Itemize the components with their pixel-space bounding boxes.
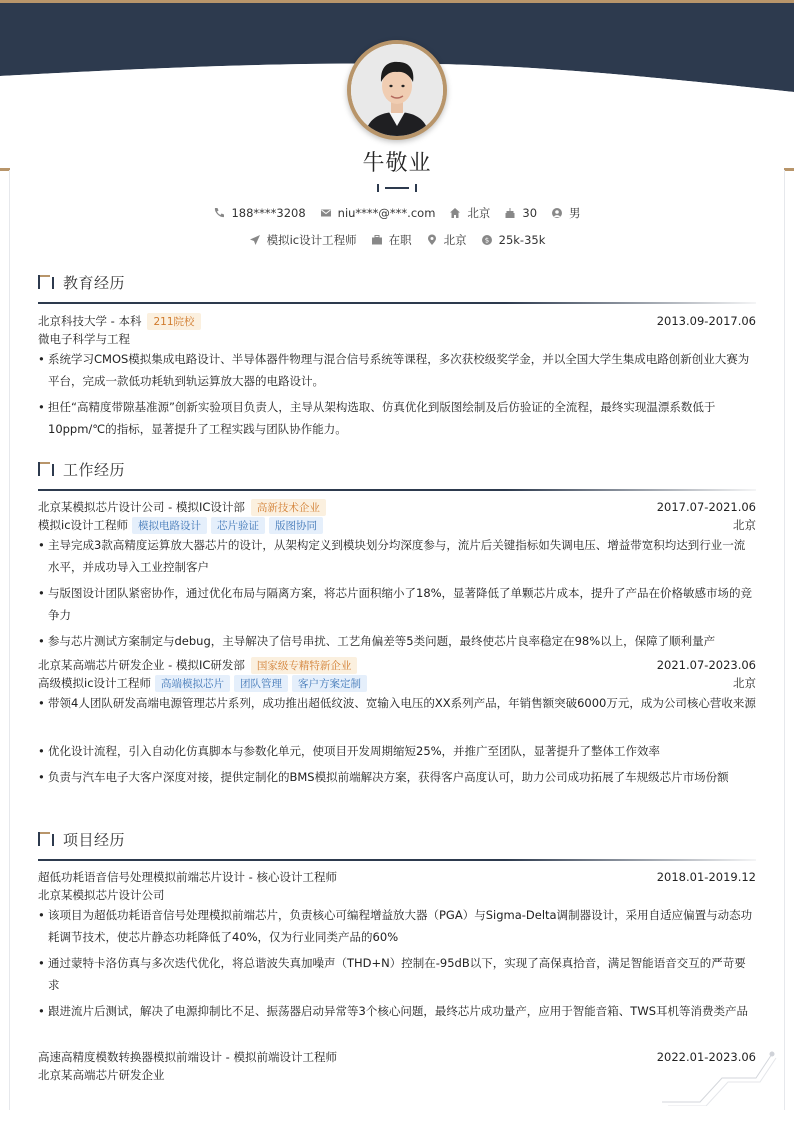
education-date: 2013.09-2017.06 <box>656 314 756 328</box>
education-header <box>38 312 756 330</box>
project-org-row <box>38 886 756 904</box>
skill-tag: 版图协同 <box>269 517 323 534</box>
job-position-row <box>38 674 756 692</box>
section-mark-icon <box>38 462 56 476</box>
contact-row <box>0 205 794 221</box>
job-bullet: • 与版图设计团队紧密协作，通过优化布局与隔离方案，将芯片面积缩小了18%，显著降低了单颗芯片成本，提升了产品在价格敏感市场的竞争力 <box>38 582 756 626</box>
salary-text: 25k-35k <box>498 233 546 247</box>
right-border-line <box>784 170 785 1110</box>
job-city: 北京 <box>733 518 756 532</box>
school-name: 北京科技大学 - 本科 <box>38 314 142 328</box>
school-tag: 211院校 <box>147 313 200 330</box>
position-item <box>249 232 357 248</box>
skill-tag: 芯片验证 <box>211 517 265 534</box>
projects-title: 项目经历 <box>63 830 126 849</box>
position-text: 模拟ic设计工程师 <box>266 233 357 247</box>
company-tag: 国家级专精特新企业 <box>251 657 358 674</box>
avatar <box>347 40 447 140</box>
job-position: 模拟ic设计工程师 <box>38 518 129 532</box>
education-bullet: • 担任“高精度带隙基准源”创新实验项目负责人，主导从架构选取、仿真优化到版图绘制及后仿验证的全流程，最终实现温漂系数低于10ppm/℃的指标，显著提升了工程实践与团队协作能力。 <box>38 396 756 440</box>
company-name: 北京某模拟芯片设计公司 - 模拟IC设计部 <box>38 500 245 514</box>
job-header <box>38 498 756 516</box>
skill-tag: 高端模拟芯片 <box>155 675 230 692</box>
phone-item <box>213 206 305 220</box>
section-mark-icon <box>38 832 56 846</box>
email-text: niu****@***.com <box>337 206 436 220</box>
project-date: 2022.01-2023.06 <box>656 1050 756 1064</box>
salary-icon <box>481 234 493 246</box>
skill-tag: 客户方案定制 <box>292 675 367 692</box>
job-position-row <box>38 516 756 534</box>
location-icon <box>426 234 438 246</box>
education-section-title <box>38 270 756 294</box>
job-date: 2021.07-2023.06 <box>656 658 756 672</box>
mail-icon <box>320 207 332 219</box>
job-position: 高级模拟ic设计工程师 <box>38 676 152 690</box>
section-underline <box>38 859 756 861</box>
project-bullet: • 通过蒙特卡洛仿真与多次迭代优化，将总谐波失真加噪声（THD+N）控制在-95dB以下，实现了高保真拾音，满足智能语音交互的严苛要求 <box>38 952 756 996</box>
project-name: 超低功耗语音信号处理模拟前端芯片设计 - 核心设计工程师 <box>38 870 337 884</box>
job-bullet: • 带领4人团队研发高端电源管理芯片系列，成功推出超低纹波、宽输入电压的XX系列产品，年销售额突破6000万元，成为公司核心营收来源 <box>38 692 756 714</box>
project-bullet: • 跟进流片后测试，解决了电源抑制比不足、振荡器启动异常等3个核心问题，最终芯片成功量产，应用于智能音箱、TWS耳机等消费类产品 <box>38 1000 756 1022</box>
education-major-row <box>38 330 756 348</box>
company-tag: 高新技术企业 <box>251 499 326 516</box>
status-item <box>371 232 412 248</box>
home-icon <box>449 207 461 219</box>
candidate-name: 牛敬业 <box>362 151 432 176</box>
job-intent-row <box>0 232 794 248</box>
salary-item <box>481 233 546 247</box>
job-city: 北京 <box>733 676 756 690</box>
gender-item <box>551 205 581 221</box>
section-mark-icon <box>38 275 56 289</box>
section-underline <box>38 489 756 491</box>
phone-text: 188****3208 <box>231 206 306 220</box>
skill-tag: 团队管理 <box>234 675 288 692</box>
education-bullet: • 系统学习CMOS模拟集成电路设计、半导体器件物理与混合信号系统等课程，多次获校级奖学金，并以全国大学生集成电路创新创业大赛为平台，完成一款低功耗轨到轨运算放大器的电路设计。 <box>38 348 756 392</box>
projects-section-title <box>38 827 756 851</box>
age-text: 30 <box>522 206 538 220</box>
gender-text: 男 <box>569 206 581 220</box>
home-item <box>449 205 490 221</box>
job-header <box>38 656 756 674</box>
work-title: 工作经历 <box>63 460 126 479</box>
briefcase-icon <box>371 234 383 246</box>
education-title: 教育经历 <box>63 273 126 292</box>
age-item <box>504 206 537 220</box>
project-date: 2018.01-2019.12 <box>656 870 756 884</box>
email-item <box>320 206 436 220</box>
name-divider <box>377 184 417 192</box>
section-underline <box>38 302 756 304</box>
status-text: 在职 <box>388 233 412 247</box>
job-bullet: • 负责与汽车电子大客户深度对接，提供定制化的BMS模拟前端解决方案，获得客户高度认可，助力公司成功拓展了车规级芯片市场份额 <box>38 766 756 788</box>
project-org: 北京某高端芯片研发企业 <box>38 1068 165 1082</box>
work-section-title <box>38 457 756 481</box>
city-item <box>426 232 467 248</box>
send-icon <box>249 234 261 246</box>
job-date: 2017.07-2021.06 <box>656 500 756 514</box>
company-name: 北京某高端芯片研发企业 - 模拟IC研发部 <box>38 658 245 672</box>
home-text: 北京 <box>467 206 491 220</box>
project-header <box>38 868 756 886</box>
major: 微电子科学与工程 <box>38 332 130 346</box>
job-bullet: • 参与芯片测试方案制定与debug，主导解决了信号串扰、工艺角偏差等5类问题，最终使芯片良率稳定在98%以上，保障了顺利量产 <box>38 630 756 652</box>
job-bullet: • 优化设计流程，引入自动化仿真脚本与参数化单元，使项目开发周期缩短25%，并推广至团队，显著提升了整体工作效率 <box>38 740 756 762</box>
job-bullet: • 主导完成3款高精度运算放大器芯片的设计，从架构定义到模块划分均深度参与，流片后关键指标如失调电压、增益带宽积均达到行业一流水平，并成功导入工业控制客户 <box>38 534 756 578</box>
project-name: 高速高精度模数转换器模拟前端设计 - 模拟前端设计工程师 <box>38 1050 337 1064</box>
skill-tag: 模拟电路设计 <box>132 517 207 534</box>
cake-icon <box>504 207 516 219</box>
project-org: 北京某模拟芯片设计公司 <box>38 888 165 902</box>
project-org-row <box>38 1066 756 1084</box>
corner-decoration <box>660 1048 778 1106</box>
gender-icon <box>551 207 563 219</box>
left-border-line <box>9 170 10 1110</box>
project-bullet: • 该项目为超低功耗语音信号处理模拟前端芯片，负责核心可编程增益放大器（PGA）与Sigma-Delta调制器设计，采用自适应偏置与动态功耗调节技术，使芯片静态功耗降低了40%，仅为行业同类产品的60% <box>38 904 756 948</box>
city-text: 北京 <box>443 233 467 247</box>
project-header <box>38 1048 756 1066</box>
svg-text:$: $ <box>484 236 489 245</box>
phone-icon <box>213 207 225 219</box>
